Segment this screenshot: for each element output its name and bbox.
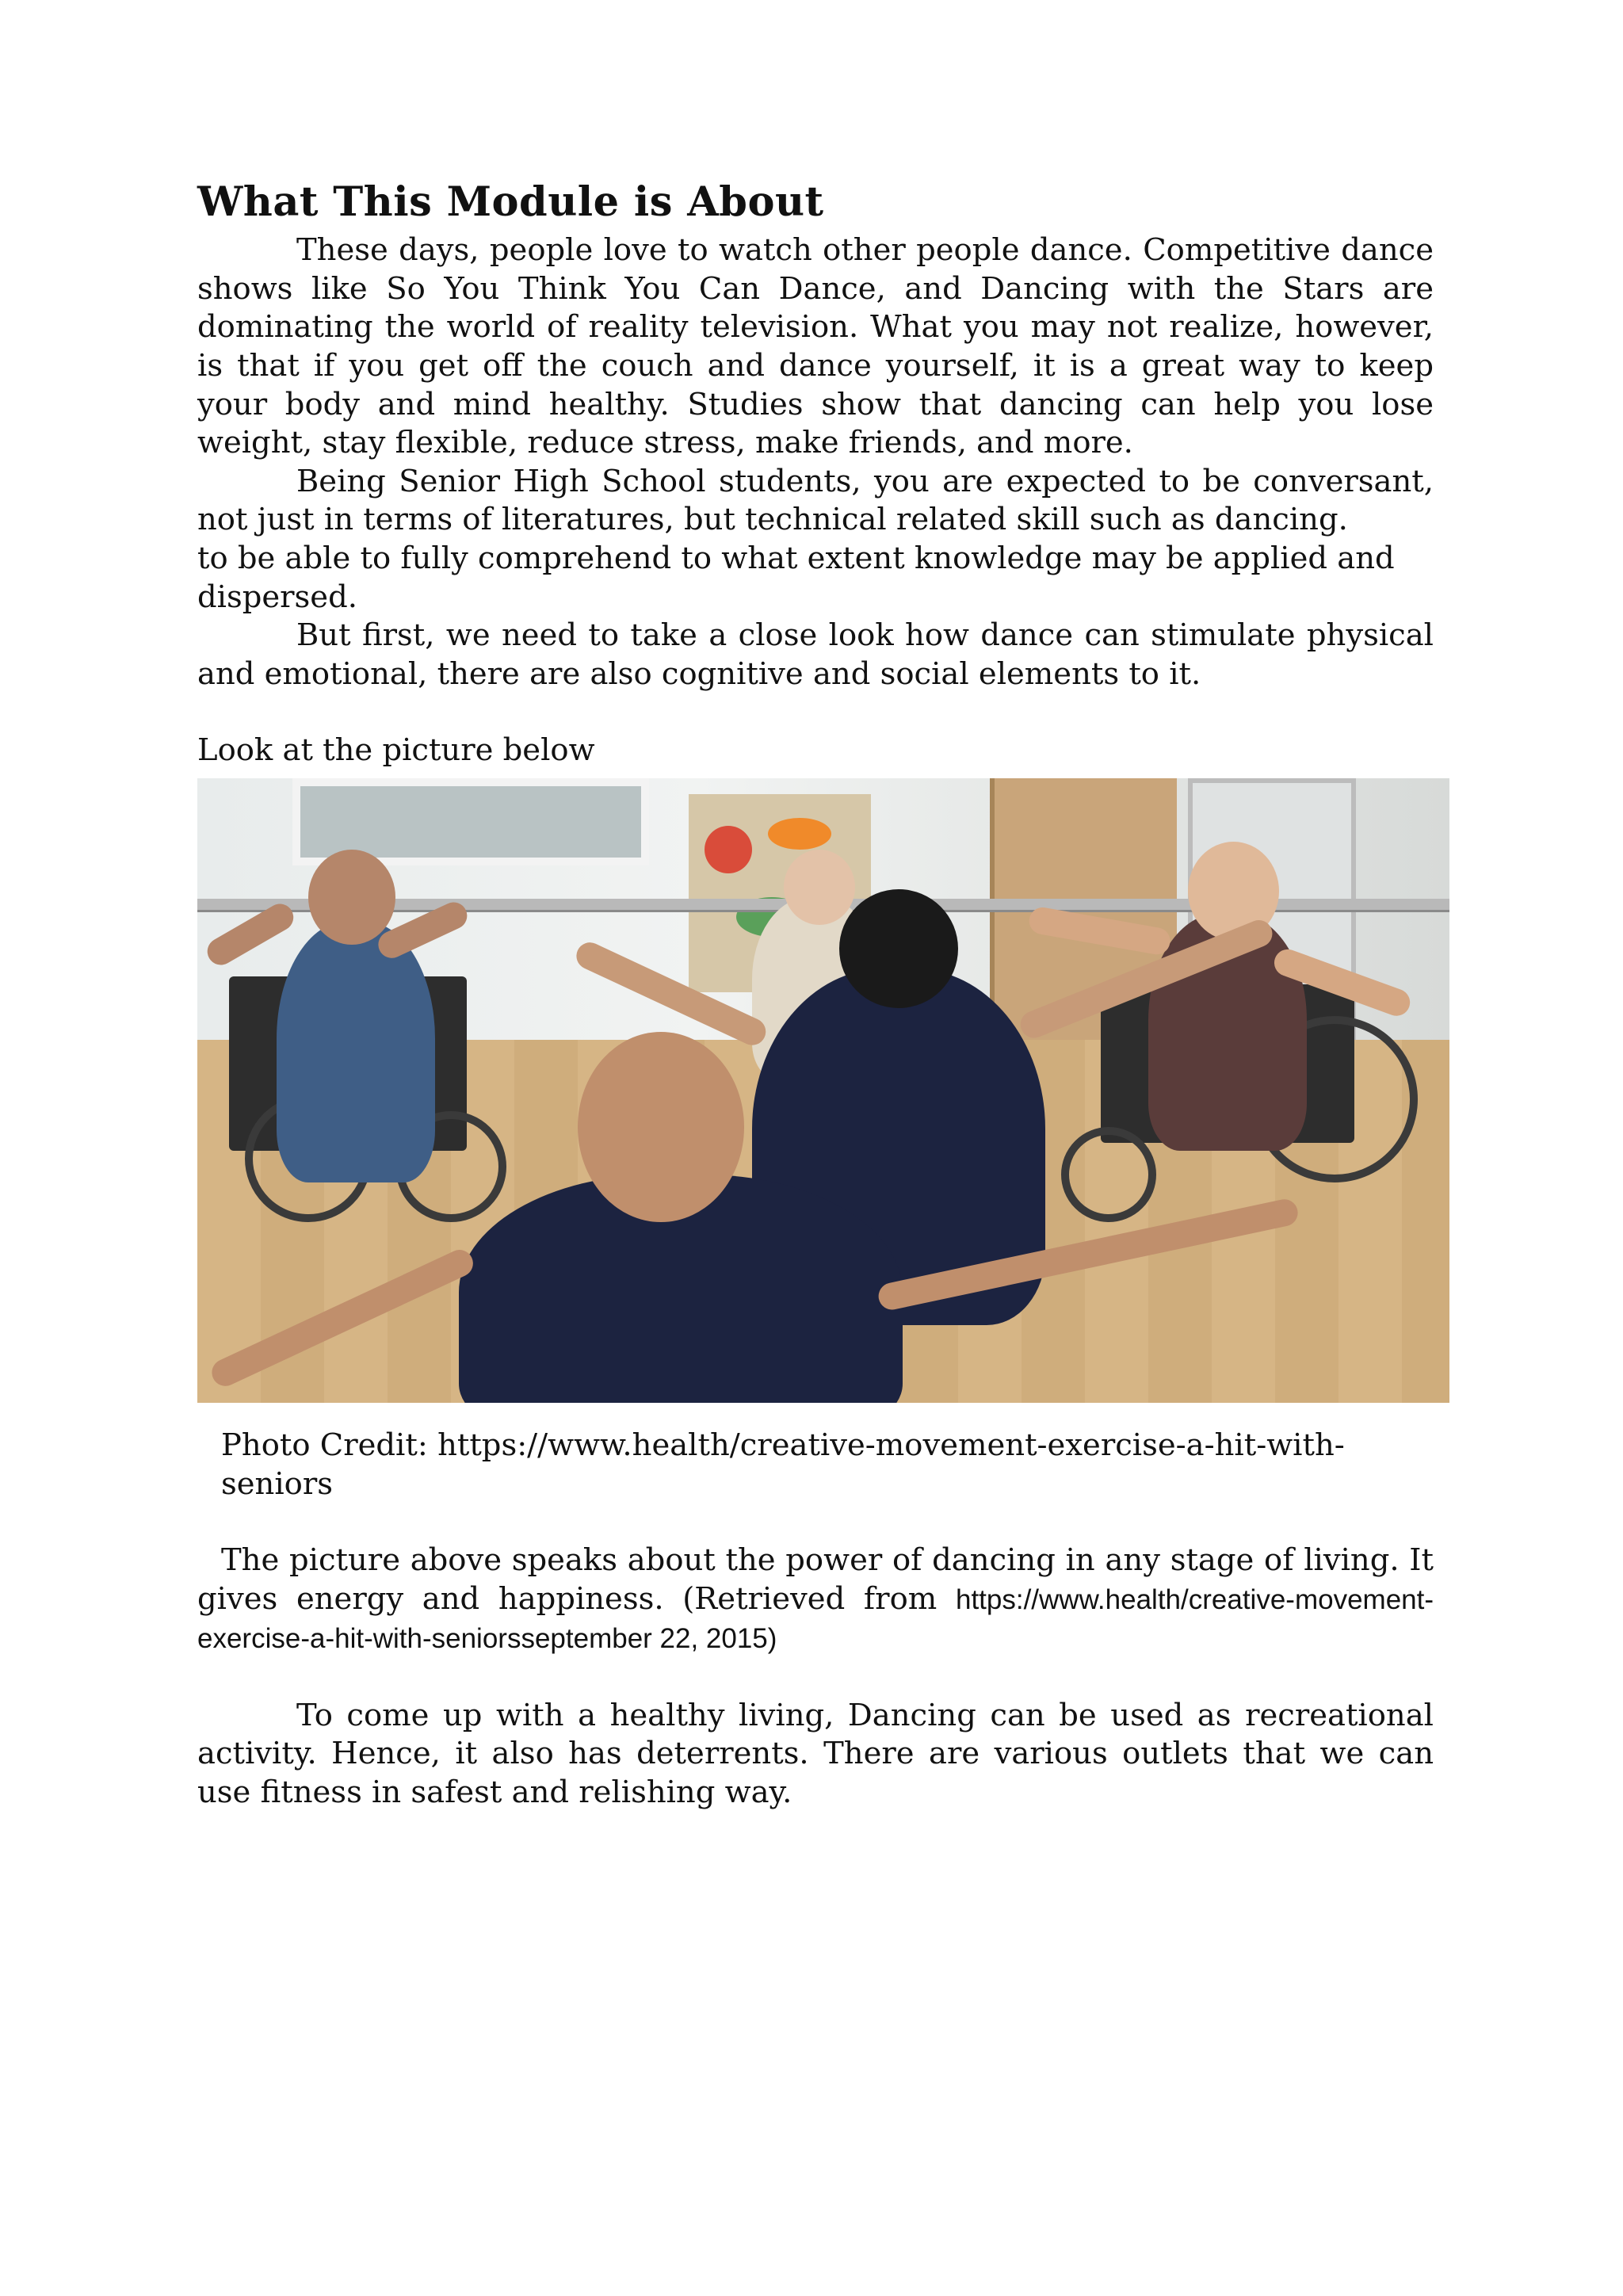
paragraph-students-cont: to be able to fully comprehend to what extent knowledge may be applied and dispersed.: [197, 540, 1395, 615]
photo-ball: [705, 826, 752, 873]
paragraph-students: Being Senior High School students, you are expected to be conversant, not just in terms of literatures, but technical related skill such as dancing.: [197, 463, 1434, 538]
photo-senior-woman-left: [277, 921, 435, 1182]
photo-cone: [768, 818, 831, 850]
retrieved-link[interactable]: https://www.health/creative-movement-exercise-a-hit-with-seniorsseptember 22, 2015): [197, 1584, 1434, 1655]
spacer: [197, 1503, 1434, 1541]
paragraph-healthy-living: To come up with a healthy living, Dancing can be used as recreational activity. Hence, it also has deterrents. There are various outlets that we can use fitness in safest and relishing way.: [197, 1697, 1434, 1811]
photo-head: [578, 1032, 744, 1222]
photo-credit-label: Photo Credit:: [221, 1427, 438, 1463]
photo-credit: [197, 1427, 1434, 1503]
photo-head: [839, 889, 958, 1008]
document-page: [197, 178, 1434, 1813]
picture-caption-intro: Look at the picture below: [197, 732, 595, 769]
photo-head: [784, 850, 855, 925]
dance-exercise-photo: [197, 778, 1449, 1403]
spacer: [197, 693, 1434, 732]
module-heading: What This Module is About: [197, 178, 824, 226]
paragraph-picture-speaks: [197, 1541, 1434, 1659]
paragraph-picture-speaks-text: The picture above speaks about the power of dancing in any stage of living. It gives energy and happiness. (Retrieved from: [197, 1542, 1434, 1617]
spacer: [197, 1659, 1434, 1697]
photo-credit-link[interactable]: https://www.health/creative-movement-exercise-a-hit-with-seniors: [221, 1427, 1345, 1502]
photo-wheel: [1061, 1127, 1156, 1222]
paragraph-first: But first, we need to take a close look how dance can stimulate physical and emotional, there are also cognitive and social elements to it.: [197, 617, 1434, 692]
paragraph-intro: These days, people love to watch other people dance. Competitive dance shows like So You Think You Can Dance, and Dancing with the Stars are dominating the world of reality television. What you may not realize, however, is that if you get off the couch and dance yourself, it is a great way to keep your body and mind healthy. Studies show that dancing can help you lose weight, stay flexible, reduce stress, make friends, and more.: [197, 232, 1434, 461]
photo-head: [308, 850, 395, 945]
